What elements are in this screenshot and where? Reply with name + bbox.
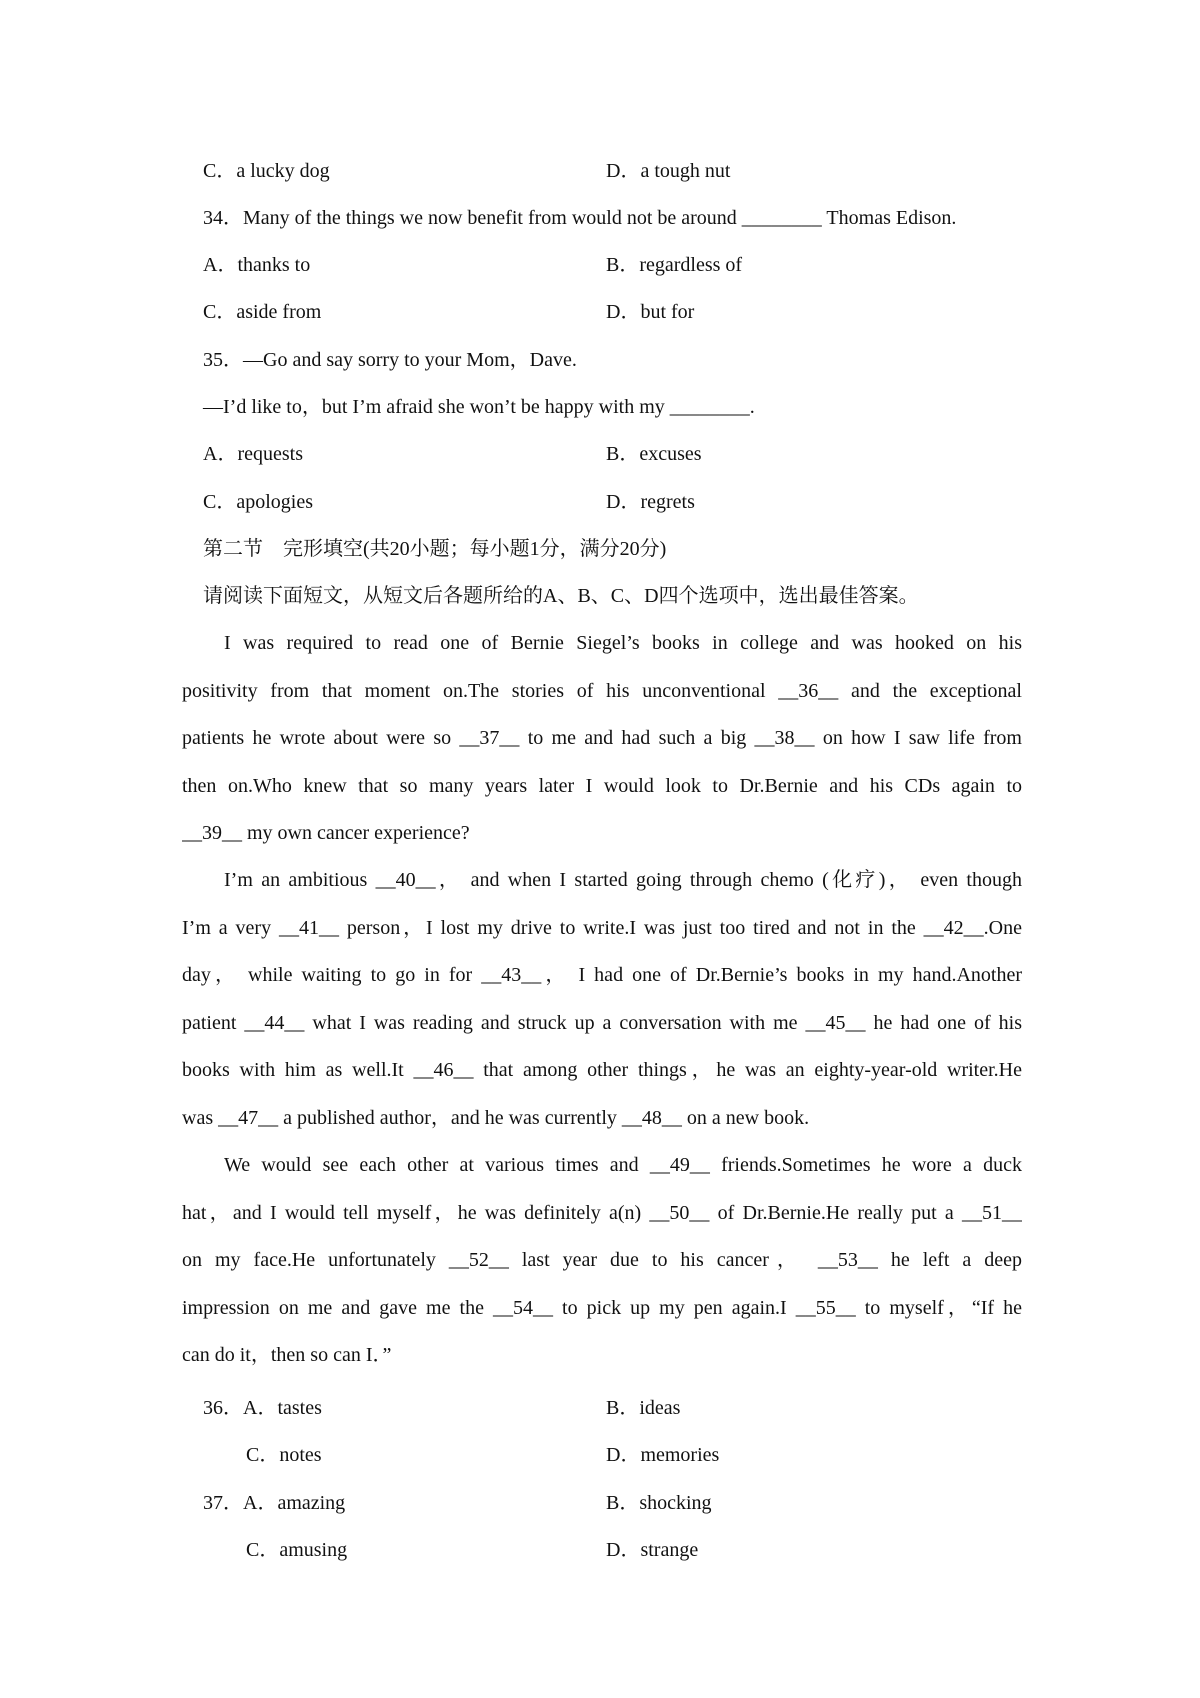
q35-option-a: A．requests [203,443,303,465]
passage-line: I’m an ambitious __40__， and when I started going through chemo (化疗)， even though [224,869,1022,891]
q34-stem: 34．Many of the things we now benefit from would not be around ________ Thomas Edison. [203,207,957,229]
section-instruction: 请阅读下面短文，从短文后各题所给的A、B、C、D四个选项中，选出最佳答案。 [203,585,919,607]
q34-option-d: D．but for [606,301,695,323]
q34-option-c: C．aside from [203,301,322,323]
passage-line: was __47__ a published author，and he was currently __48__ on a new book. [182,1106,810,1129]
q33-option-d: D．a tough nut [606,160,731,182]
q35-reply: —I’d like to，but I’m afraid she won’t be happy with my ________. [203,396,755,418]
q37-option-a: 37．A．amazing [203,1492,346,1514]
passage-paragraph-2 [182,857,1022,1142]
passage-line: then on.Who knew that so many years later I would look to Dr.Bernie and his CDs again to [182,774,1022,797]
q37-option-d: D．strange [606,1539,699,1561]
q35-option-b: B．excuses [606,443,702,465]
passage-paragraph-1 [182,620,1022,858]
passage-line: I’m a very __41__ person，I lost my drive to write.I was just too tired and not in the __42__.One [182,916,1022,939]
q34-option-a: A．thanks to [203,254,311,276]
passage-line: We would see each other at various times and __49__ friends.Sometimes he wore a duck [224,1154,1022,1176]
q34-option-b: B．regardless of [606,254,743,276]
passage-line: I was required to read one of Bernie Siegel’s books in college and was hooked on his [224,632,1022,654]
passage-line: day， while waiting to go in for __43__， I had one of Dr.Bernie’s books in my hand.Another [182,964,1022,986]
q36-option-d: D．memories [606,1444,720,1466]
q37-option-b: B．shocking [606,1492,712,1514]
passage-paragraph-3 [182,1142,1022,1380]
passage-line: patient __44__ what I was reading and struck up a conversation with me __45__ he had one of his [182,1011,1022,1034]
passage-line: books with him as well.It __46__ that among other things，he was an eighty-year-old writer.He [182,1059,1022,1081]
passage-line: positivity from that moment on.The stories of his unconventional __36__ and the exceptional [182,679,1022,702]
passage-line: patients he wrote about were so __37__ to me and had such a big __38__ on how I saw life from [182,727,1022,749]
passage-line: can do it，then so can I．” [182,1344,392,1366]
passage-line: hat，and I would tell myself，he was definitely a(n) __50__ of Dr.Bernie.He really put a __51__ [182,1201,1022,1224]
q35-option-d: D．regrets [606,491,695,513]
q35-option-c: C．apologies [203,491,313,513]
q37-option-c: C．amusing [246,1539,348,1561]
q35-stem: 35．—Go and say sorry to your Mom，Dave. [203,349,577,371]
passage-line: impression on me and gave me the __54__ to pick up my pen again.I __55__ to myself，“If he [182,1296,1022,1319]
passage-line: __39__ my own cancer experience? [182,822,470,844]
q36-option-c: C．notes [246,1444,322,1466]
passage-line: on my face.He unfortunately __52__ last year due to his cancer， __53__ he left a deep [182,1249,1022,1271]
section-heading: 第二节 完形填空(共20小题；每小题1分，满分20分) [203,538,667,560]
q33-option-c: C．a lucky dog [203,160,330,182]
q36-option-b: B．ideas [606,1397,681,1419]
q36-option-a: 36．A．tastes [203,1397,322,1419]
